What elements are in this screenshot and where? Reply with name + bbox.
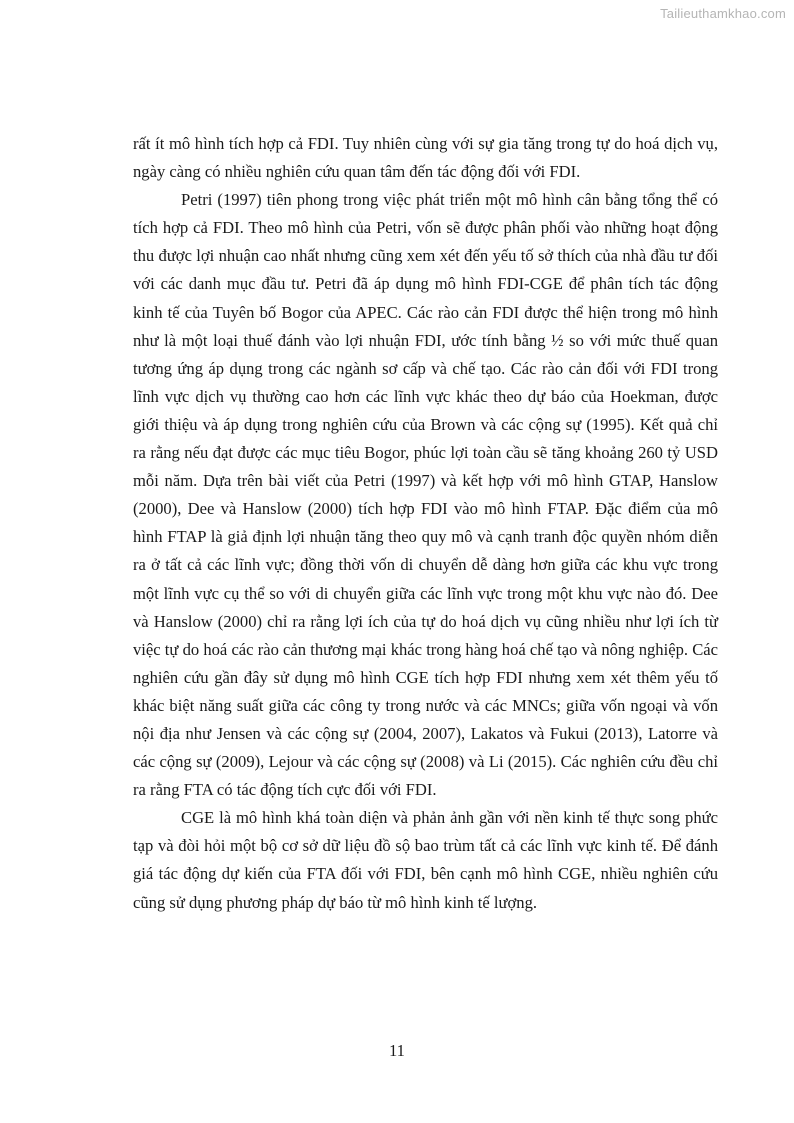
watermark-text: Tailieuthamkhao.com	[660, 6, 786, 21]
document-body	[133, 130, 718, 917]
paragraph-cge: CGE là mô hình khá toàn diện và phản ảnh gần với nền kinh tế thực song phức tạp và đòi hỏi một bộ cơ sở dữ liệu đồ sộ bao trùm tất cả các lĩnh vực kinh tế. Để đánh giá tác động dự kiến của FTA đối với FDI, bên cạnh mô hình CGE, nhiều nghiên cứu cũng sử dụng phương pháp dự báo từ mô hình kinh tế lượng.	[133, 808, 718, 912]
paragraph-petri: Petri (1997) tiên phong trong việc phát triển một mô hình cân bằng tổng thể có tích hợp cả FDI. Theo mô hình của Petri, vốn sẽ được phân phối vào những hoạt động thu được lợi nhuận cao nhất nhưng cũng xem xét đến yếu tố sở thích của nhà đầu tư đối với các danh mục đầu tư. Petri đã áp dụng mô hình FDI-CGE để phân tích tác động kinh tế của Tuyên bố Bogor của APEC. Các rào cản FDI được thể hiện trong mô hình như là một loại thuế đánh vào lợi nhuận FDI, ước tính bằng ½ so với mức thuế quan tương ứng áp dụng trong các ngành sơ cấp và chế tạo. Các rào cản đối với FDI trong lĩnh vực dịch vụ thường cao hơn các lĩnh vực khác theo dự báo của Hoekman, được giới thiệu và áp dụng trong nghiên cứu của Brown và các cộng sự (1995). Kết quả chỉ ra rằng nếu đạt được các mục tiêu Bogor, phúc lợi toàn cầu sẽ tăng khoảng 260 tỷ USD mỗi năm. Dựa trên bài viết của Petri (1997) và kết hợp với mô hình GTAP, Hanslow (2000), Dee và Hanslow (2000) tích hợp FDI vào mô hình FTAP. Đặc điểm của mô hình FTAP là giả định lợi nhuận tăng theo quy mô và cạnh tranh độc quyền nhóm diễn ra ở tất cả các lĩnh vực; đồng thời vốn di chuyển dễ dàng hơn giữa các khu vực trong một lĩnh vực cụ thể so với di chuyển giữa các lĩnh vực trong một khu vực nào đó. Dee và Hanslow (2000) chỉ ra rằng lợi ích của tự do hoá dịch vụ cũng nhiều như lợi ích từ việc tự do hoá các rào cản thương mại khác trong hàng hoá chế tạo và nông nghiệp. Các nghiên cứu gần đây sử dụng mô hình CGE tích hợp FDI nhưng xem xét thêm yếu tố khác biệt năng suất giữa các công ty trong nước và các MNCs; giữa vốn ngoại và vốn nội địa như Jensen và các cộng sự (2004, 2007), Lakatos và Fukui (2013), Latorre và các cộng sự (2009), Lejour và các cộng sự (2008) và Li (2015). Các nghiên cứu đều chỉ ra rằng FTA có tác động tích cực đối với FDI.	[133, 190, 718, 800]
page-number: 11	[389, 1041, 405, 1060]
paragraph-continuation: rất ít mô hình tích hợp cả FDI. Tuy nhiên cùng với sự gia tăng trong tự do hoá dịch vụ, ngày càng có nhiều nghiên cứu quan tâm đến tác động đối với FDI.	[133, 134, 718, 182]
